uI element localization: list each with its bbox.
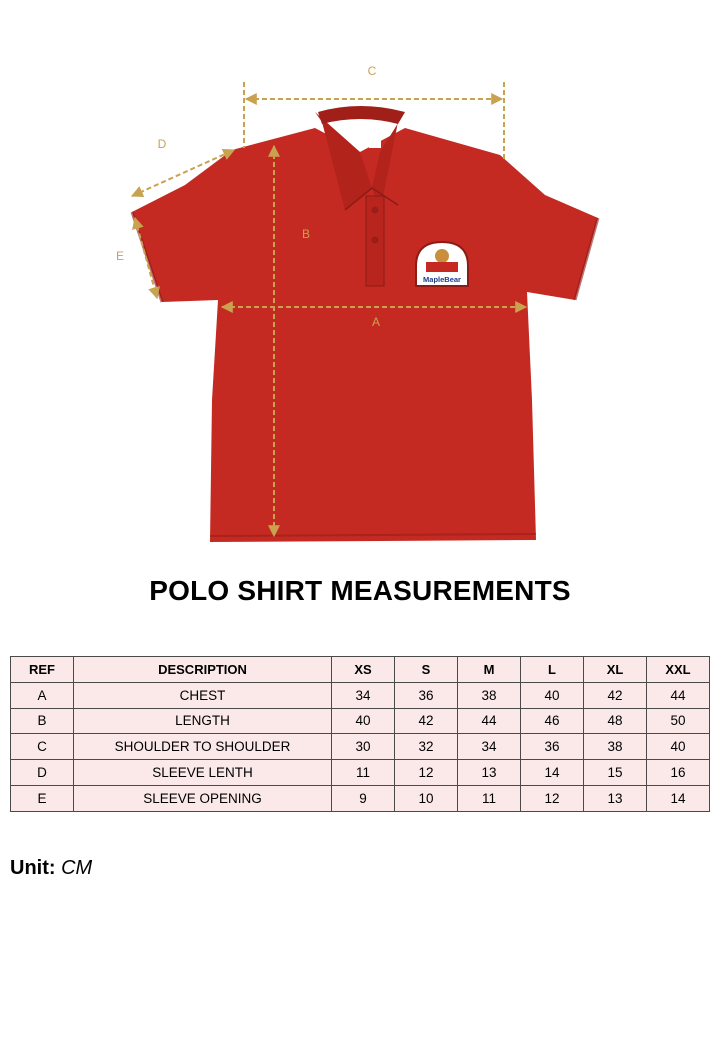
cell-m: 34 xyxy=(458,734,521,760)
table-row xyxy=(11,708,710,734)
cell-description: SLEEVE OPENING xyxy=(74,785,332,811)
cell-xs: 30 xyxy=(332,734,395,760)
cell-l: 46 xyxy=(521,708,584,734)
cell-xs: 11 xyxy=(332,760,395,786)
unit-value: CM xyxy=(61,857,93,879)
cell-xs: 40 xyxy=(332,708,395,734)
maplebear-badge xyxy=(416,242,468,286)
cell-ref: D xyxy=(11,760,74,786)
cell-m: 38 xyxy=(458,682,521,708)
cell-s: 10 xyxy=(395,785,458,811)
cell-m: 11 xyxy=(458,785,521,811)
dimension-label-d: D xyxy=(157,137,167,151)
header-xl: XL xyxy=(584,657,647,683)
page-title: POLO SHIRT MEASUREMENTS xyxy=(149,575,571,606)
dimension-label-b: B xyxy=(301,227,311,241)
cell-xxl: 44 xyxy=(647,682,710,708)
dimension-label-e: E xyxy=(115,249,125,263)
unit-line xyxy=(10,857,92,880)
cell-xs: 34 xyxy=(332,682,395,708)
header-m: M xyxy=(458,657,521,683)
cell-ref: B xyxy=(11,708,74,734)
table-row xyxy=(11,734,710,760)
table-row xyxy=(11,682,710,708)
cell-description: SHOULDER TO SHOULDER xyxy=(74,734,332,760)
cell-s: 12 xyxy=(395,760,458,786)
cell-xxl: 50 xyxy=(647,708,710,734)
cell-s: 36 xyxy=(395,682,458,708)
header-description: DESCRIPTION xyxy=(74,657,332,683)
cell-xl: 42 xyxy=(584,682,647,708)
cell-description: LENGTH xyxy=(74,708,332,734)
size-table xyxy=(10,656,710,812)
cell-xl: 38 xyxy=(584,734,647,760)
header-s: S xyxy=(395,657,458,683)
cell-xl: 15 xyxy=(584,760,647,786)
badge-text: MapleBear xyxy=(423,275,461,284)
dimension-label-c: C xyxy=(367,64,377,78)
cell-xl: 13 xyxy=(584,785,647,811)
header-ref: REF xyxy=(11,657,74,683)
cell-xxl: 14 xyxy=(647,785,710,811)
header-xxl: XXL xyxy=(647,657,710,683)
table-header-row xyxy=(11,657,710,683)
table-row xyxy=(11,785,710,811)
cell-s: 42 xyxy=(395,708,458,734)
polo-shirt-image xyxy=(132,106,598,542)
cell-description: SLEEVE LENTH xyxy=(74,760,332,786)
cell-s: 32 xyxy=(395,734,458,760)
cell-m: 44 xyxy=(458,708,521,734)
header-l: L xyxy=(521,657,584,683)
cell-m: 13 xyxy=(458,760,521,786)
cell-l: 36 xyxy=(521,734,584,760)
cell-xxl: 40 xyxy=(647,734,710,760)
cell-xl: 48 xyxy=(584,708,647,734)
cell-l: 12 xyxy=(521,785,584,811)
cell-ref: C xyxy=(11,734,74,760)
header-xs: XS xyxy=(332,657,395,683)
cell-xxl: 16 xyxy=(647,760,710,786)
unit-label: Unit: xyxy=(10,857,56,879)
cell-ref: A xyxy=(11,682,74,708)
table-row xyxy=(11,760,710,786)
cell-description: CHEST xyxy=(74,682,332,708)
cell-l: 14 xyxy=(521,760,584,786)
cell-ref: E xyxy=(11,785,74,811)
cell-l: 40 xyxy=(521,682,584,708)
dimension-label-a: A xyxy=(371,315,381,329)
cell-xs: 9 xyxy=(332,785,395,811)
